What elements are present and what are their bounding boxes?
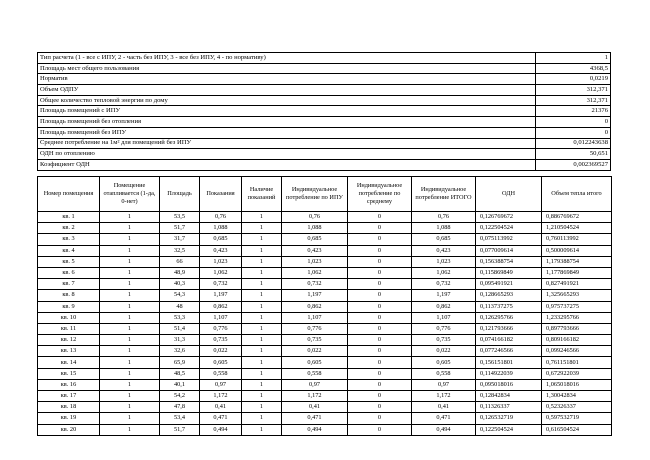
heated-cell: 1 [100,413,160,424]
readings-cell: 1,172 [200,391,242,402]
summary-label: Площадь мест общего пользования [38,63,536,74]
summary-row [38,95,611,106]
individual-average-cell: 0 [348,346,412,357]
heated-cell: 1 [100,290,160,301]
table-row [38,212,612,223]
summary-label: Объем ОДПУ [38,85,536,96]
summary-value: 4368,5 [536,63,611,74]
col-header-individual-average: Индивидуальное потребление по среднему [348,177,412,212]
individual-average-cell: 0 [348,279,412,290]
summary-row [38,106,611,117]
individual-average-cell: 0 [348,267,412,278]
heated-cell: 1 [100,346,160,357]
individual-total-cell: 0,41 [412,402,476,413]
readings-cell: 0,776 [200,323,242,334]
has-readings-cell: 1 [242,234,282,245]
heat-total-cell: 0,500009614 [542,245,612,256]
table-row [38,279,612,290]
table-row [38,424,612,435]
individual-total-cell: 1,023 [412,256,476,267]
room-number-cell: кв. 1 [38,212,100,223]
readings-cell: 0,76 [200,212,242,223]
individual-average-cell: 0 [348,413,412,424]
individual-ipu-cell: 1,088 [282,223,348,234]
heat-total-cell: 0,099246566 [542,346,612,357]
odn-cell: 0,114922039 [476,368,542,379]
individual-ipu-cell: 0,605 [282,357,348,368]
table-row [38,234,612,245]
area-cell: 40,3 [160,279,200,290]
individual-total-cell: 0,605 [412,357,476,368]
individual-total-cell: 0,97 [412,379,476,390]
heat-total-cell: 1,065018016 [542,379,612,390]
has-readings-cell: 1 [242,357,282,368]
readings-cell: 1,062 [200,267,242,278]
individual-total-cell: 0,735 [412,335,476,346]
table-row [38,335,612,346]
table-body [38,212,612,436]
room-number-cell: кв. 2 [38,223,100,234]
area-cell: 40,1 [160,379,200,390]
heated-cell: 1 [100,312,160,323]
col-header-individual-total: Индивидуальное потребление ИТОГО [412,177,476,212]
summary-value: 0,012243638 [536,138,611,149]
area-cell: 66 [160,256,200,267]
table-row [38,267,612,278]
readings-cell: 1,088 [200,223,242,234]
heat-total-cell: 1,325665293 [542,290,612,301]
odn-cell: 0,077246566 [476,346,542,357]
readings-cell: 1,107 [200,312,242,323]
room-number-cell: кв. 14 [38,357,100,368]
heat-total-cell: 1,233295766 [542,312,612,323]
individual-total-cell: 0,494 [412,424,476,435]
individual-total-cell: 0,471 [412,413,476,424]
summary-table [37,52,611,171]
individual-average-cell: 0 [348,223,412,234]
heated-cell: 1 [100,335,160,346]
summary-value: 21376 [536,106,611,117]
odn-cell: 0,115869849 [476,267,542,278]
has-readings-cell: 1 [242,424,282,435]
heated-cell: 1 [100,379,160,390]
individual-total-cell: 0,423 [412,245,476,256]
heated-cell: 1 [100,402,160,413]
summary-value: 0,002369527 [536,159,611,170]
odn-cell: 0,075113992 [476,234,542,245]
summary-value: 312,371 [536,85,611,96]
header-row [38,177,612,212]
heated-cell: 1 [100,234,160,245]
table-row [38,413,612,424]
heated-cell: 1 [100,245,160,256]
has-readings-cell: 1 [242,368,282,379]
heated-cell: 1 [100,391,160,402]
heat-total-cell: 0,52326337 [542,402,612,413]
odn-cell: 0,156151801 [476,357,542,368]
heated-cell: 1 [100,323,160,334]
area-cell: 53,4 [160,413,200,424]
readings-cell: 0,735 [200,335,242,346]
individual-average-cell: 0 [348,245,412,256]
readings-cell: 0,97 [200,379,242,390]
summary-label: Площадь помещений без ИПУ [38,127,536,138]
readings-cell: 0,022 [200,346,242,357]
summary-row [38,85,611,96]
table-row [38,256,612,267]
summary-row [38,159,611,170]
room-number-cell: кв. 15 [38,368,100,379]
individual-total-cell: 0,732 [412,279,476,290]
heat-total-cell: 0,761151801 [542,357,612,368]
individual-ipu-cell: 0,423 [282,245,348,256]
room-number-cell: кв. 13 [38,346,100,357]
individual-total-cell: 0,862 [412,301,476,312]
table-row [38,245,612,256]
area-cell: 31,7 [160,234,200,245]
has-readings-cell: 1 [242,391,282,402]
summary-label: Коэфициент ОДН [38,159,536,170]
has-readings-cell: 1 [242,279,282,290]
col-header-area: Площадь [160,177,200,212]
individual-total-cell: 0,558 [412,368,476,379]
area-cell: 32,5 [160,245,200,256]
individual-average-cell: 0 [348,391,412,402]
odn-cell: 0,11326337 [476,402,542,413]
odn-cell: 0,122504524 [476,424,542,435]
individual-ipu-cell: 1,023 [282,256,348,267]
table-row [38,346,612,357]
readings-cell: 0,423 [200,245,242,256]
area-cell: 48 [160,301,200,312]
table-header [38,177,612,212]
apartments-table [37,176,612,436]
heated-cell: 1 [100,424,160,435]
room-number-cell: кв. 12 [38,335,100,346]
area-cell: 32,6 [160,346,200,357]
room-number-cell: кв. 9 [38,301,100,312]
odn-cell: 0,113737275 [476,301,542,312]
heat-total-cell: 1,179388754 [542,256,612,267]
room-number-cell: кв. 11 [38,323,100,334]
heat-total-cell: 0,975737275 [542,301,612,312]
area-cell: 65,9 [160,357,200,368]
readings-cell: 0,685 [200,234,242,245]
individual-average-cell: 0 [348,301,412,312]
individual-average-cell: 0 [348,312,412,323]
individual-ipu-cell: 1,107 [282,312,348,323]
col-header-has-readings: Наличие показаний [242,177,282,212]
has-readings-cell: 1 [242,346,282,357]
readings-cell: 0,862 [200,301,242,312]
individual-average-cell: 0 [348,368,412,379]
has-readings-cell: 1 [242,290,282,301]
col-header-heated: Помещение отапливается (1-да, 0-нет) [100,177,160,212]
col-header-room-number: Номер помещения [38,177,100,212]
heat-total-cell: 0,616504524 [542,424,612,435]
heat-total-cell: 0,809166182 [542,335,612,346]
heat-total-cell: 0,827491921 [542,279,612,290]
individual-ipu-cell: 0,776 [282,323,348,334]
area-cell: 51,7 [160,424,200,435]
summary-row [38,117,611,128]
room-number-cell: кв. 19 [38,413,100,424]
individual-ipu-cell: 0,97 [282,379,348,390]
summary-row [38,63,611,74]
odn-cell: 0,095491921 [476,279,542,290]
room-number-cell: кв. 6 [38,267,100,278]
odn-cell: 0,126295766 [476,312,542,323]
summary-value: 0 [536,117,611,128]
readings-cell: 0,494 [200,424,242,435]
heat-total-cell: 0,760113992 [542,234,612,245]
table-row [38,312,612,323]
heated-cell: 1 [100,368,160,379]
individual-ipu-cell: 0,471 [282,413,348,424]
area-cell: 51,7 [160,223,200,234]
has-readings-cell: 1 [242,335,282,346]
heat-total-cell: 0,886769672 [542,212,612,223]
summary-label: Общее количество тепловой энергии по дому [38,95,536,106]
individual-total-cell: 0,685 [412,234,476,245]
individual-total-cell: 0,022 [412,346,476,357]
individual-ipu-cell: 0,558 [282,368,348,379]
room-number-cell: кв. 10 [38,312,100,323]
summary-row [38,127,611,138]
heated-cell: 1 [100,279,160,290]
room-number-cell: кв. 18 [38,402,100,413]
odn-cell: 0,12842834 [476,391,542,402]
readings-cell: 0,471 [200,413,242,424]
heat-total-cell: 0,897793666 [542,323,612,334]
has-readings-cell: 1 [242,413,282,424]
area-cell: 31,3 [160,335,200,346]
individual-total-cell: 1,197 [412,290,476,301]
area-cell: 48,5 [160,368,200,379]
room-number-cell: кв. 7 [38,279,100,290]
heated-cell: 1 [100,301,160,312]
table-row [38,379,612,390]
room-number-cell: кв. 16 [38,379,100,390]
readings-cell: 0,732 [200,279,242,290]
has-readings-cell: 1 [242,379,282,390]
individual-average-cell: 0 [348,256,412,267]
room-number-cell: кв. 20 [38,424,100,435]
individual-average-cell: 0 [348,357,412,368]
table-row [38,323,612,334]
individual-average-cell: 0 [348,379,412,390]
heat-total-cell: 1,30042834 [542,391,612,402]
summary-label: Тип расчета (1 - все с ИПУ, 2 - часть без ИПУ, 3 - все без ИПУ, 4 - по нормативу) [38,53,536,64]
individual-ipu-cell: 0,41 [282,402,348,413]
odn-cell: 0,074166182 [476,335,542,346]
individual-average-cell: 0 [348,234,412,245]
area-cell: 48,9 [160,267,200,278]
individual-ipu-cell: 0,735 [282,335,348,346]
summary-row [38,74,611,85]
heated-cell: 1 [100,212,160,223]
readings-cell: 0,605 [200,357,242,368]
individual-total-cell: 0,76 [412,212,476,223]
individual-average-cell: 0 [348,323,412,334]
has-readings-cell: 1 [242,267,282,278]
heat-total-cell: 0,597532719 [542,413,612,424]
summary-label: Площадь помещений без отопления [38,117,536,128]
col-header-individual-ipu: Индивидуальное потребление по ИПУ [282,177,348,212]
individual-ipu-cell: 0,685 [282,234,348,245]
readings-cell: 1,197 [200,290,242,301]
individual-ipu-cell: 1,172 [282,391,348,402]
summary-row [38,138,611,149]
col-header-readings: Показания [200,177,242,212]
heated-cell: 1 [100,357,160,368]
col-header-heat-total: Объем тепла итого [542,177,612,212]
individual-ipu-cell: 1,197 [282,290,348,301]
col-header-odn: ОДН [476,177,542,212]
individual-total-cell: 1,088 [412,223,476,234]
room-number-cell: кв. 5 [38,256,100,267]
individual-average-cell: 0 [348,290,412,301]
table-row [38,391,612,402]
individual-ipu-cell: 0,494 [282,424,348,435]
summary-value: 0 [536,127,611,138]
has-readings-cell: 1 [242,402,282,413]
individual-average-cell: 0 [348,212,412,223]
individual-ipu-cell: 0,022 [282,346,348,357]
odn-cell: 0,122504524 [476,223,542,234]
table-row [38,223,612,234]
table-row [38,357,612,368]
area-cell: 53,5 [160,212,200,223]
individual-total-cell: 1,172 [412,391,476,402]
readings-cell: 0,41 [200,402,242,413]
odn-cell: 0,156388754 [476,256,542,267]
individual-average-cell: 0 [348,335,412,346]
summary-value: 0,0219 [536,74,611,85]
summary-label: ОДН по отоплению [38,149,536,160]
has-readings-cell: 1 [242,245,282,256]
summary-body [38,53,611,171]
has-readings-cell: 1 [242,212,282,223]
table-row [38,402,612,413]
area-cell: 54,2 [160,391,200,402]
heated-cell: 1 [100,256,160,267]
odn-cell: 0,095018016 [476,379,542,390]
heat-total-cell: 0,672922039 [542,368,612,379]
summary-row [38,149,611,160]
summary-label: Площадь помещений с ИПУ [38,106,536,117]
table-row [38,301,612,312]
area-cell: 54,3 [160,290,200,301]
individual-ipu-cell: 0,862 [282,301,348,312]
summary-value: 1 [536,53,611,64]
room-number-cell: кв. 17 [38,391,100,402]
area-cell: 47,8 [160,402,200,413]
summary-value: 50,651 [536,149,611,160]
heat-total-cell: 1,177869849 [542,267,612,278]
has-readings-cell: 1 [242,256,282,267]
heated-cell: 1 [100,223,160,234]
individual-average-cell: 0 [348,402,412,413]
has-readings-cell: 1 [242,301,282,312]
odn-cell: 0,128665293 [476,290,542,301]
area-cell: 51,4 [160,323,200,334]
readings-cell: 0,558 [200,368,242,379]
individual-total-cell: 0,776 [412,323,476,334]
summary-label: Норматив [38,74,536,85]
individual-ipu-cell: 0,732 [282,279,348,290]
individual-total-cell: 1,107 [412,312,476,323]
odn-cell: 0,126532719 [476,413,542,424]
individual-average-cell: 0 [348,424,412,435]
has-readings-cell: 1 [242,223,282,234]
table-row [38,290,612,301]
area-cell: 53,3 [160,312,200,323]
summary-label: Среднее потребление на 1м² для помещений без ИПУ [38,138,536,149]
summary-row [38,53,611,64]
has-readings-cell: 1 [242,312,282,323]
individual-ipu-cell: 0,76 [282,212,348,223]
individual-total-cell: 1,062 [412,267,476,278]
odn-cell: 0,121793666 [476,323,542,334]
has-readings-cell: 1 [242,323,282,334]
odn-cell: 0,077009614 [476,245,542,256]
readings-cell: 1,023 [200,256,242,267]
room-number-cell: кв. 3 [38,234,100,245]
heated-cell: 1 [100,267,160,278]
room-number-cell: кв. 8 [38,290,100,301]
odn-cell: 0,126769672 [476,212,542,223]
summary-value: 312,371 [536,95,611,106]
room-number-cell: кв. 4 [38,245,100,256]
heat-total-cell: 1,210504524 [542,223,612,234]
individual-ipu-cell: 1,062 [282,267,348,278]
table-row [38,368,612,379]
